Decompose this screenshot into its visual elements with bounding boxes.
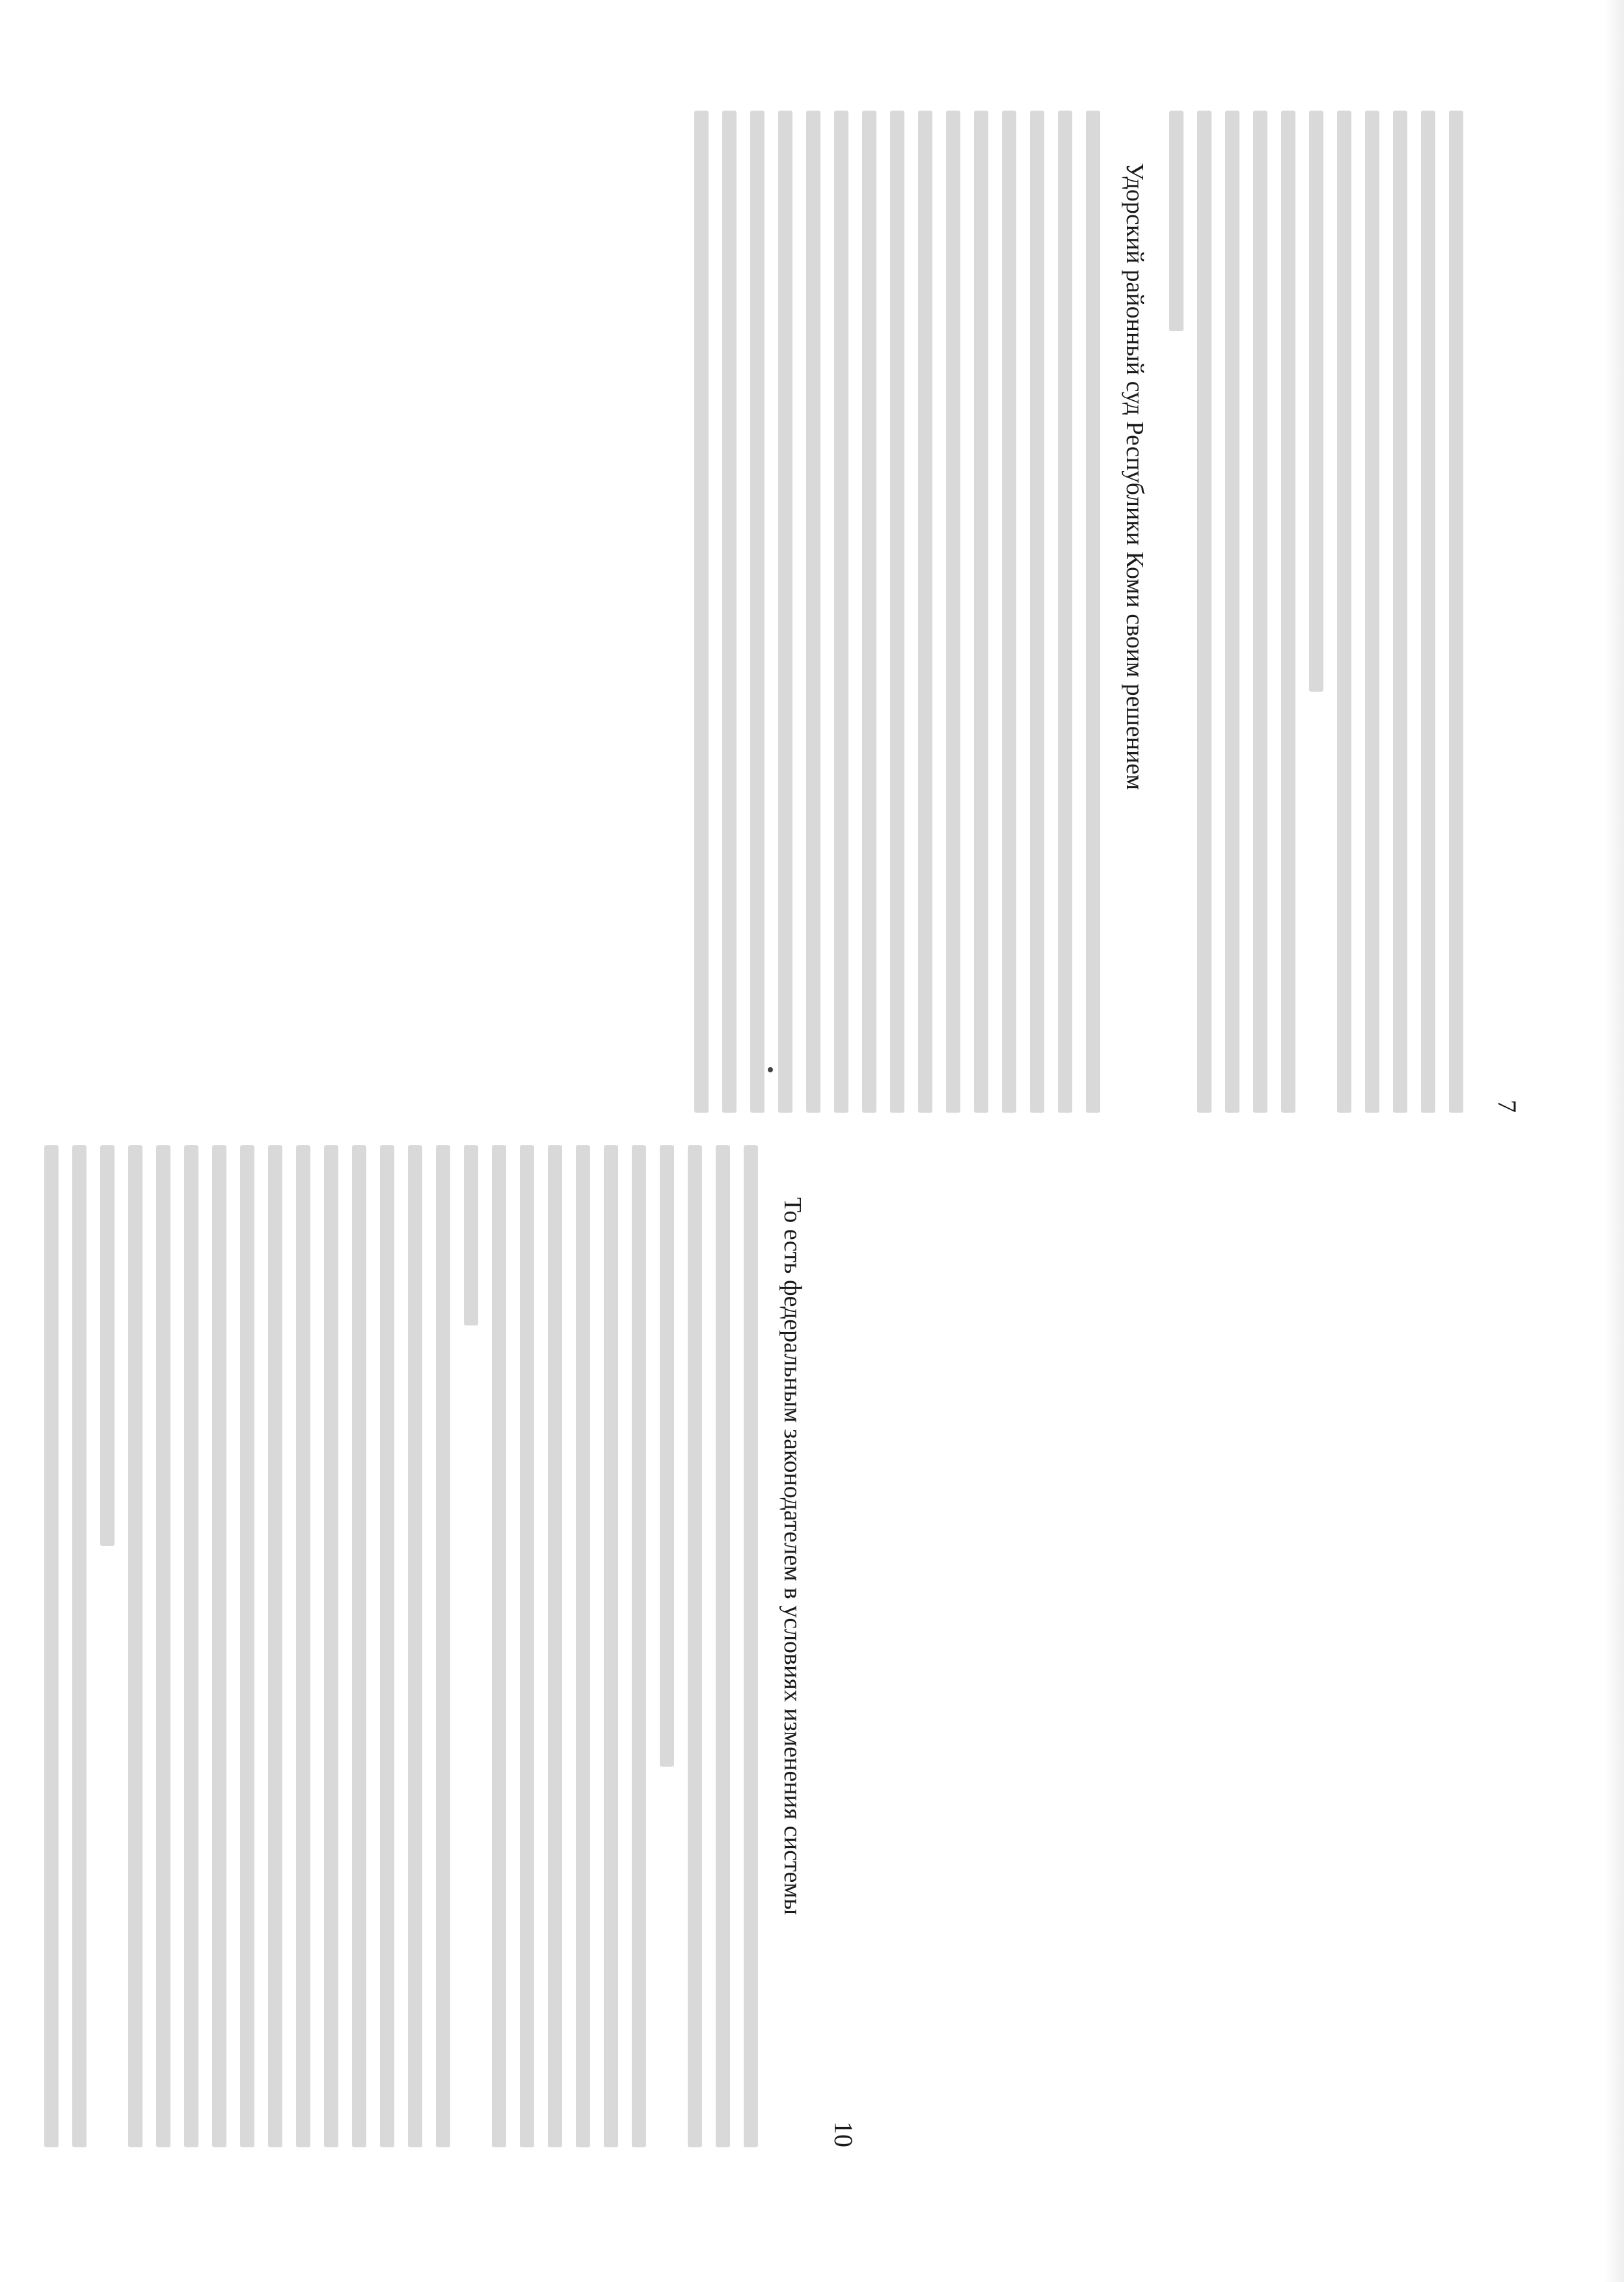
text-line-placeholder — [1169, 111, 1184, 331]
page-column-left — [0, 1145, 859, 2147]
text-line-placeholder — [946, 111, 960, 1113]
text-line-placeholder — [128, 1145, 142, 2147]
text-line-placeholder — [688, 1145, 702, 2147]
text-line-placeholder — [604, 1145, 618, 2147]
text-line-placeholder — [1002, 111, 1016, 1113]
text-line-placeholder — [1393, 111, 1407, 1113]
text-block — [681, 111, 1477, 1113]
text-line-placeholder — [806, 111, 820, 1113]
legible-paragraph: Удорский районный суд Республики Коми своим решением — [1121, 163, 1148, 791]
text-line-placeholder — [1058, 111, 1072, 1113]
text-line-placeholder — [296, 1145, 310, 2147]
text-line-placeholder — [44, 1145, 59, 2147]
text-line-placeholder — [1225, 111, 1239, 1113]
text-line-placeholder — [212, 1145, 226, 2147]
text-line-placeholder — [1421, 111, 1435, 1113]
text-line-placeholder — [1365, 111, 1379, 1113]
text-line-placeholder — [1337, 111, 1351, 1113]
text-line-placeholder — [520, 1145, 534, 2147]
text-line-placeholder — [834, 111, 848, 1113]
text-line-placeholder — [632, 1145, 646, 2147]
text-line-placeholder — [974, 111, 988, 1113]
text-line-placeholder — [862, 111, 876, 1113]
text-line-placeholder — [324, 1145, 338, 2147]
text-line-placeholder — [722, 111, 737, 1113]
text-line-placeholder — [492, 1145, 506, 2147]
scan-edge — [1604, 0, 1624, 2282]
text-line-placeholder — [464, 1145, 478, 1325]
text-line-placeholder — [548, 1145, 562, 2147]
text-line-placeholder — [918, 111, 932, 1113]
text-line-placeholder — [268, 1145, 282, 2147]
text-line-placeholder — [890, 111, 904, 1113]
text-line-placeholder — [408, 1145, 422, 2147]
text-line-placeholder — [184, 1145, 198, 2147]
text-line-placeholder — [352, 1145, 366, 2147]
text-line-placeholder — [240, 1145, 254, 2147]
text-line-placeholder — [660, 1145, 674, 1767]
text-line-placeholder — [716, 1145, 730, 2147]
text-block — [31, 1145, 813, 2147]
text-line-placeholder — [1197, 111, 1211, 1113]
scan-speck — [768, 1067, 773, 1072]
text-line-placeholder — [156, 1145, 170, 2147]
legible-paragraph: То есть федеральным законодателем в условиях изменения системы — [779, 1197, 806, 1916]
text-line-placeholder — [380, 1145, 394, 2147]
text-line-placeholder — [694, 111, 709, 1113]
text-line-placeholder — [72, 1145, 87, 2147]
text-line-placeholder — [1253, 111, 1267, 1113]
text-line-placeholder — [1030, 111, 1044, 1113]
page-number: 7 — [1493, 1100, 1522, 1113]
text-line-placeholder — [778, 111, 792, 1113]
page-number: 10 — [829, 2121, 858, 2147]
text-line-placeholder — [1086, 111, 1100, 1113]
text-line-placeholder — [1309, 111, 1323, 692]
text-line-placeholder — [436, 1145, 450, 2147]
text-line-placeholder — [744, 1145, 758, 2147]
text-line-placeholder — [100, 1145, 115, 1546]
page-column-right — [117, 111, 1522, 1113]
text-line-placeholder — [1281, 111, 1295, 1113]
text-line-placeholder — [576, 1145, 590, 2147]
text-line-placeholder — [1449, 111, 1463, 1113]
text-line-placeholder — [750, 111, 765, 1113]
